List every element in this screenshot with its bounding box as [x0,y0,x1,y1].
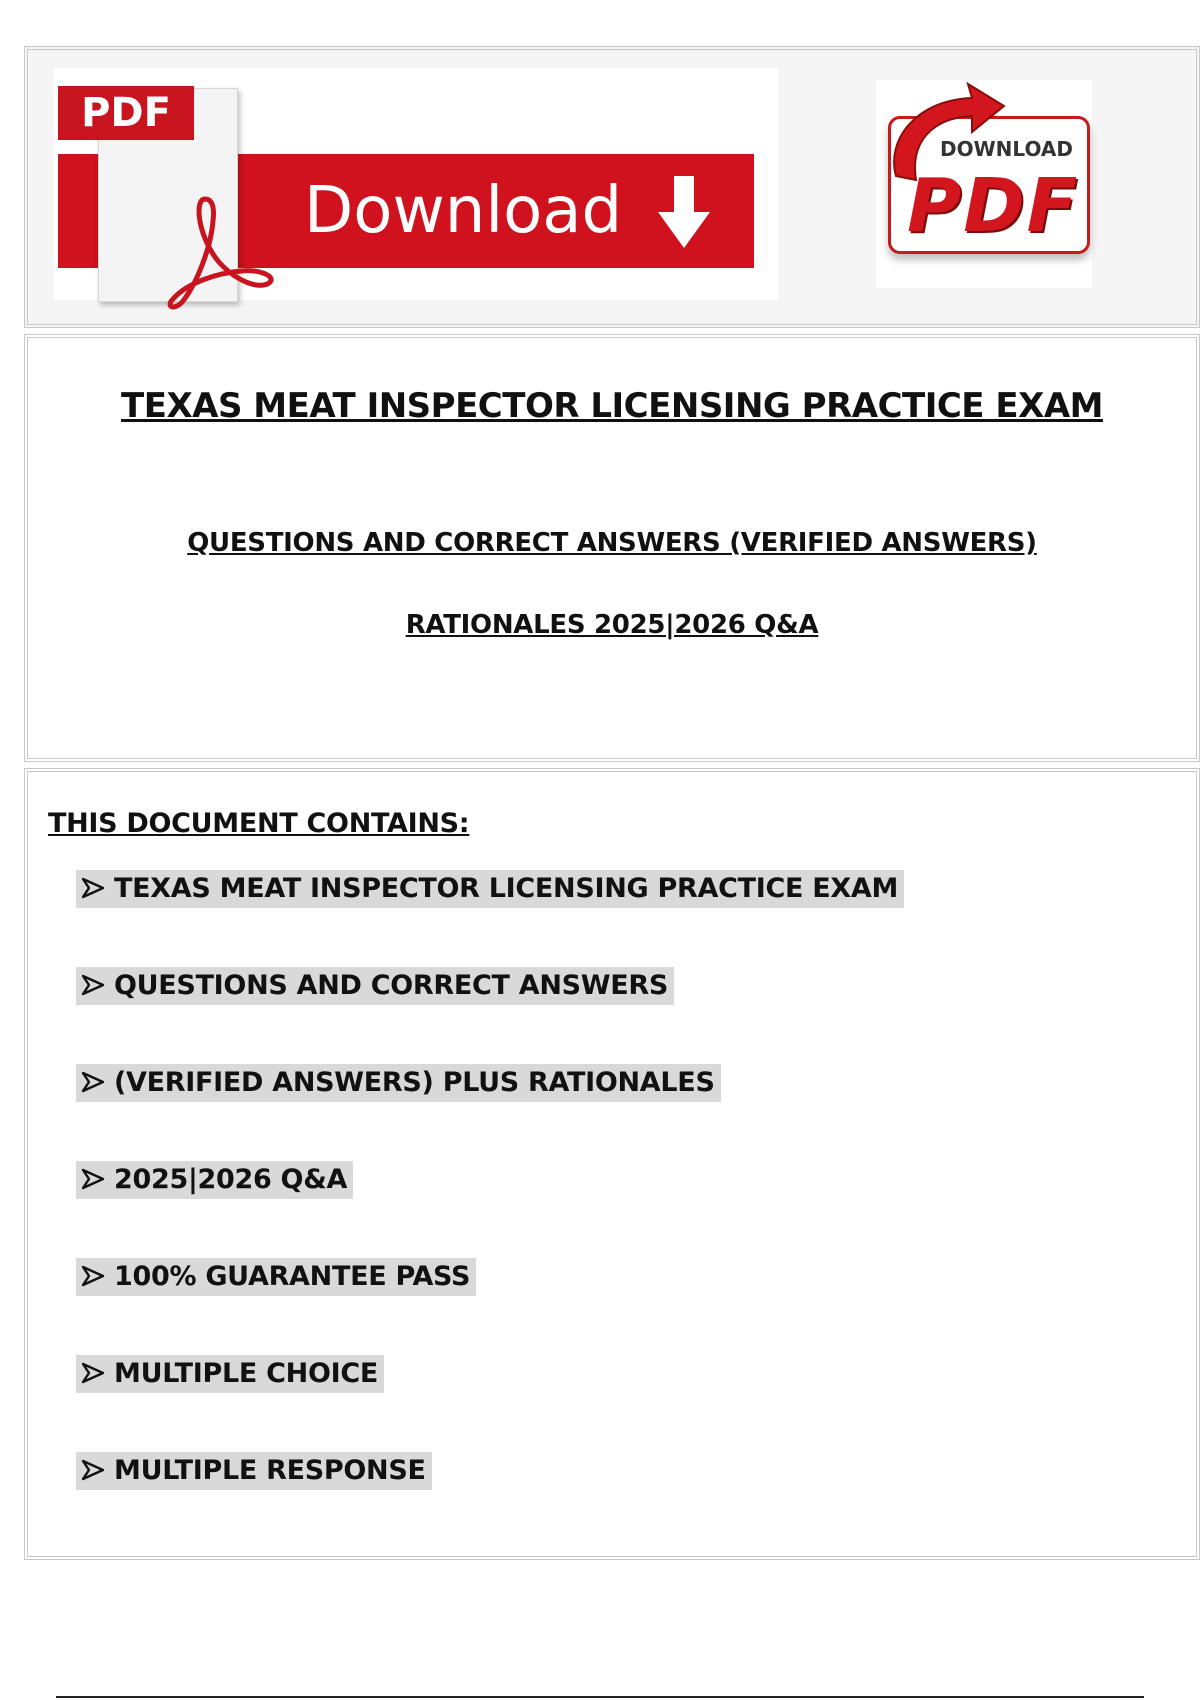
download-banner-panel [24,46,1200,328]
pdf-tag: PDF [58,86,194,140]
document-subtitle-1: QUESTIONS AND CORRECT ANSWERS (VERIFIED ANSWERS) [187,528,1037,558]
list-item-label: MULTIPLE CHOICE [114,1358,378,1389]
download-label: Download [304,174,623,248]
arrow-bullet-icon [80,1459,106,1481]
download-banner[interactable] [54,68,778,300]
list-item [76,1064,904,1161]
list-item [76,1355,904,1452]
list-item [76,967,904,1064]
document-title: TEXAS MEAT INSPECTOR LICENSING PRACTICE EXAM [121,386,1103,426]
list-item-box [76,1258,476,1296]
list-item-box [76,1161,353,1199]
document-subtitle-2: RATIONALES 2025|2026 Q&A [405,610,819,640]
list-item-box [76,967,674,1005]
list-item-box [76,1355,384,1393]
arrow-bullet-icon [80,1071,106,1093]
contents-panel [24,768,1200,1560]
logo-big-text: PDF [907,163,1080,249]
acrobat-icon [157,191,277,311]
contents-heading: THIS DOCUMENT CONTAINS: [48,808,470,839]
list-item-label: 2025|2026 Q&A [114,1164,348,1195]
contents-list [76,870,904,1549]
download-arrow-icon [654,172,714,252]
download-pdf-logo[interactable] [876,80,1092,288]
list-item [76,870,904,967]
arrow-bullet-icon [80,1265,106,1287]
list-item-label: 100% GUARANTEE PASS [114,1261,471,1292]
title-panel [24,334,1200,762]
list-item [76,1452,904,1549]
arrow-bullet-icon [80,877,106,899]
list-item-label: QUESTIONS AND CORRECT ANSWERS [114,970,669,1001]
list-item-label: MULTIPLE RESPONSE [114,1455,426,1486]
list-item-label: TEXAS MEAT INSPECTOR LICENSING PRACTICE EXAM [114,873,899,904]
arrow-bullet-icon [80,1168,106,1190]
list-item-box [76,1064,721,1102]
list-item [76,1161,904,1258]
list-item-box [76,870,904,908]
arrow-bullet-icon [80,1362,106,1384]
arrow-bullet-icon [80,974,106,996]
footer-divider [56,1696,1144,1698]
curved-arrow-icon [876,80,1016,190]
list-item-label: (VERIFIED ANSWERS) PLUS RATIONALES [114,1067,715,1098]
list-item [76,1258,904,1355]
list-item-box [76,1452,432,1490]
logo-small-text: DOWNLOAD [940,137,1073,161]
